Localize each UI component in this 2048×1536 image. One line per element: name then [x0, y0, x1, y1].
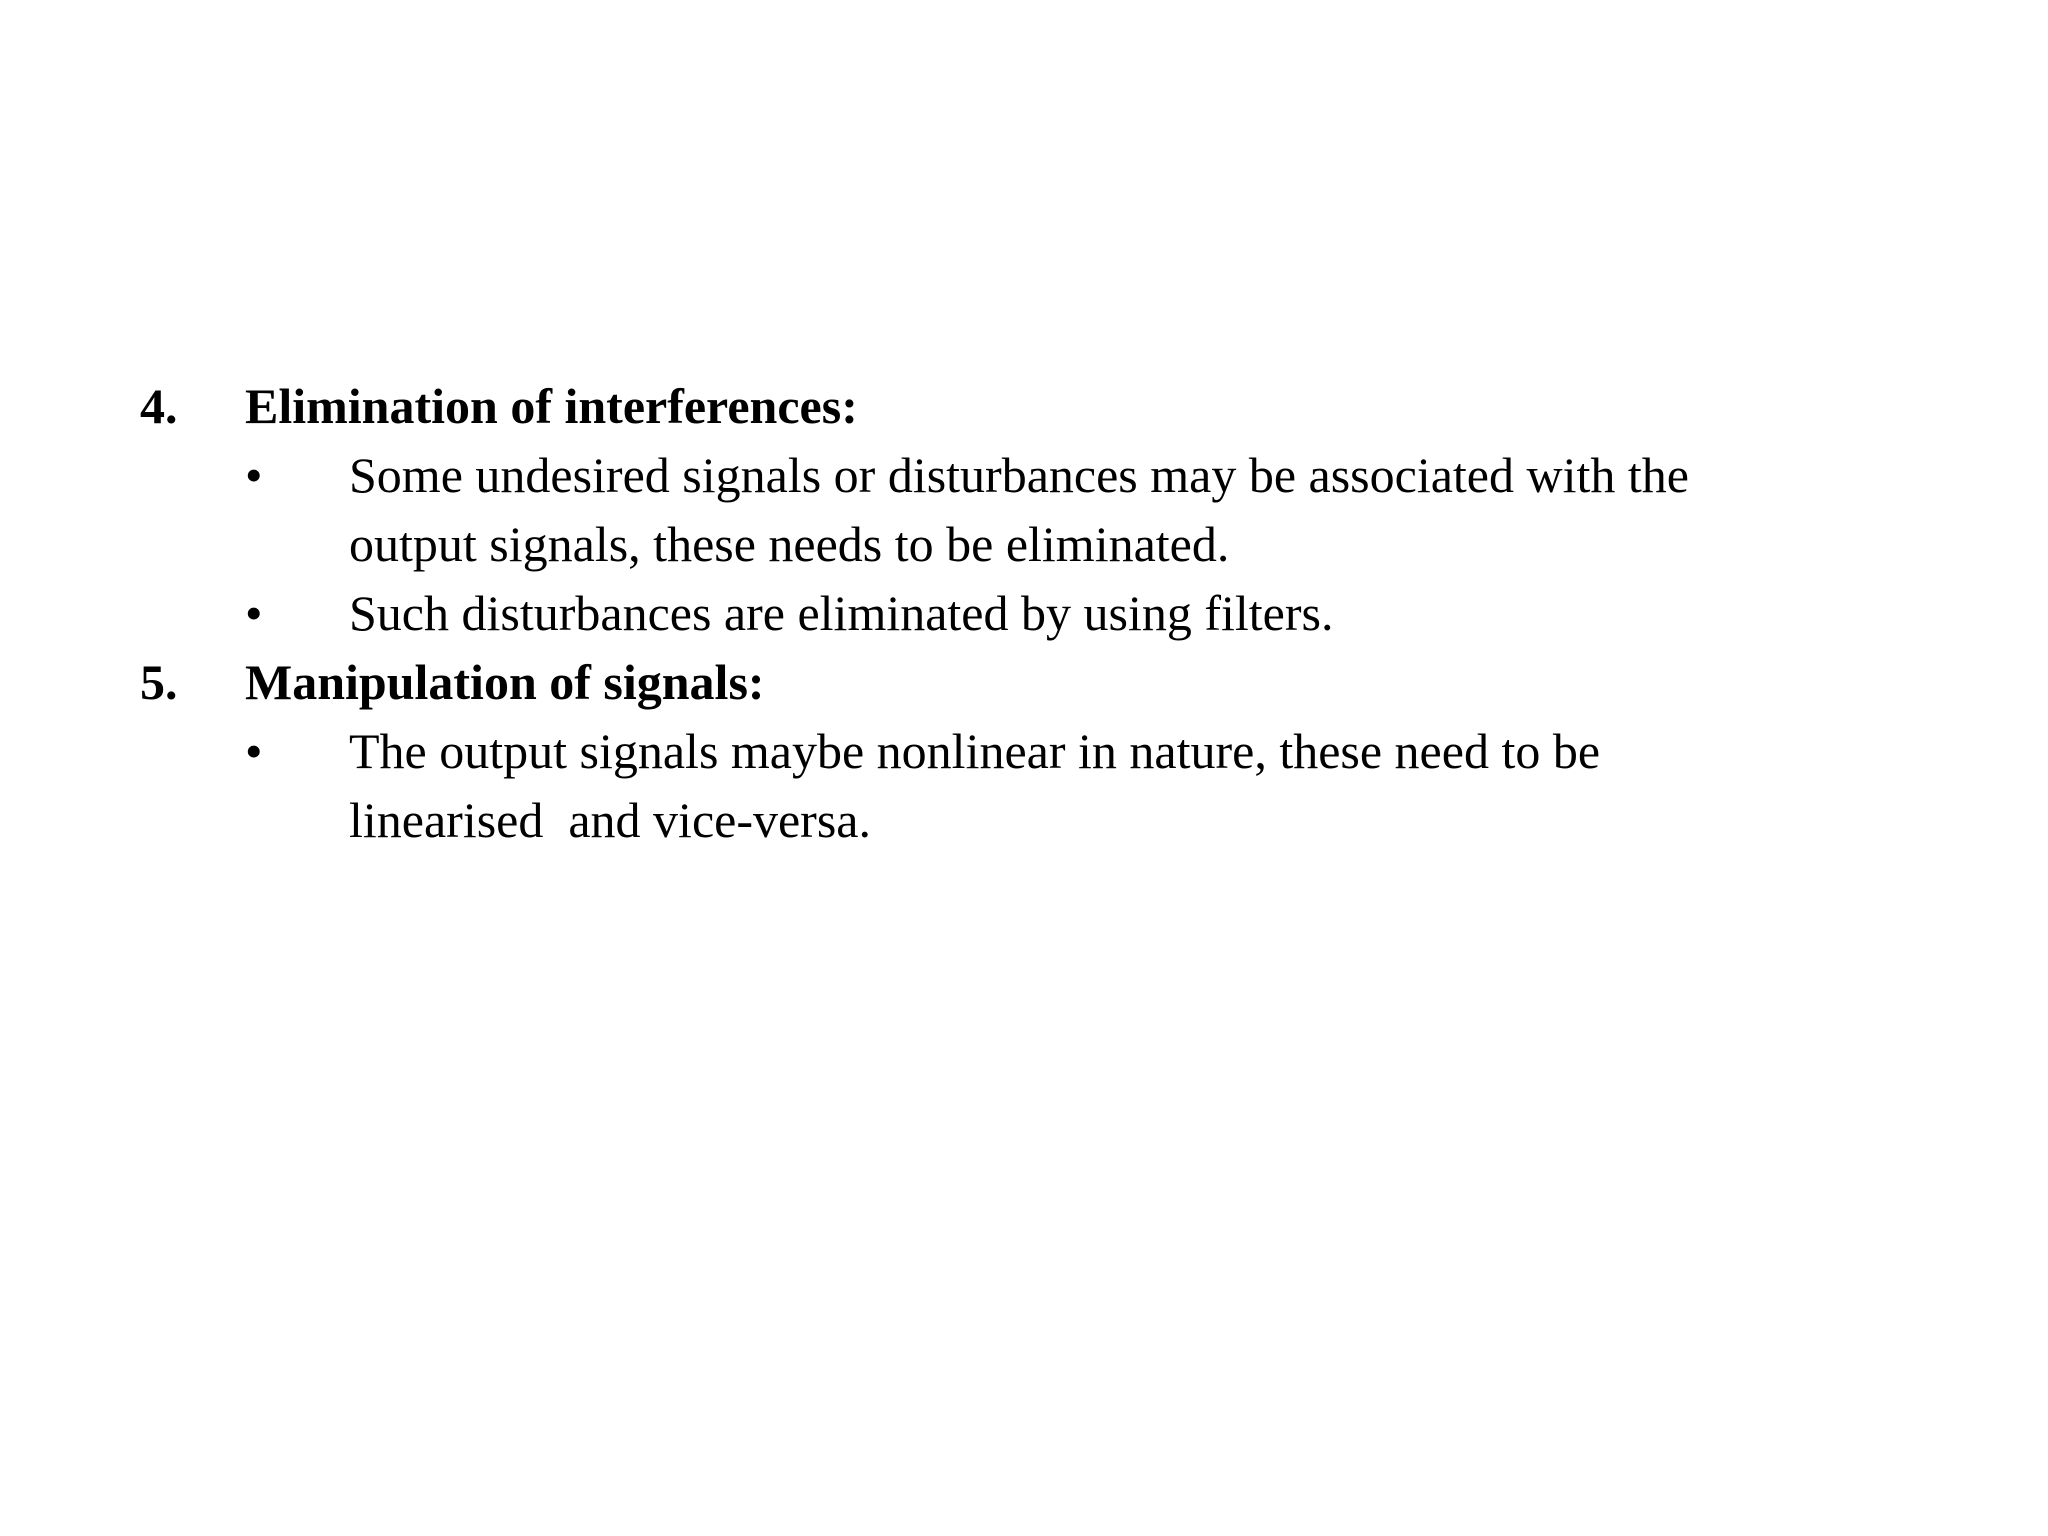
bullet-line: The output signals maybe nonlinear in nature, these need to be — [349, 723, 1601, 779]
slide-content — [140, 372, 1960, 855]
bullet-icon: • — [245, 723, 263, 779]
bullet-line: output signals, these needs to be eliminated. — [349, 516, 1230, 572]
list-item-5 — [140, 648, 1960, 855]
item-number: 4. — [140, 378, 178, 434]
bullet-line: Such disturbances are eliminated by using filters. — [349, 585, 1334, 641]
bullet-text — [349, 717, 1949, 855]
bullet-icon: • — [245, 585, 263, 641]
item-heading: Manipulation of signals: — [245, 654, 765, 710]
bullet-line: linearised and vice-versa. — [349, 792, 871, 848]
bullet-item — [140, 579, 1960, 648]
bullet-line: Some undesired signals or disturbances may be associated with the — [349, 447, 1689, 503]
bullet-text — [349, 579, 1949, 648]
bullet-item — [140, 717, 1960, 855]
bullet-icon: • — [245, 447, 263, 503]
item-number: 5. — [140, 654, 178, 710]
section-heading — [140, 648, 1960, 717]
section-heading — [140, 372, 1960, 441]
bullet-text — [349, 441, 1949, 579]
item-heading: Elimination of interferences: — [245, 378, 858, 434]
list-item-4 — [140, 372, 1960, 648]
bullet-item — [140, 441, 1960, 579]
